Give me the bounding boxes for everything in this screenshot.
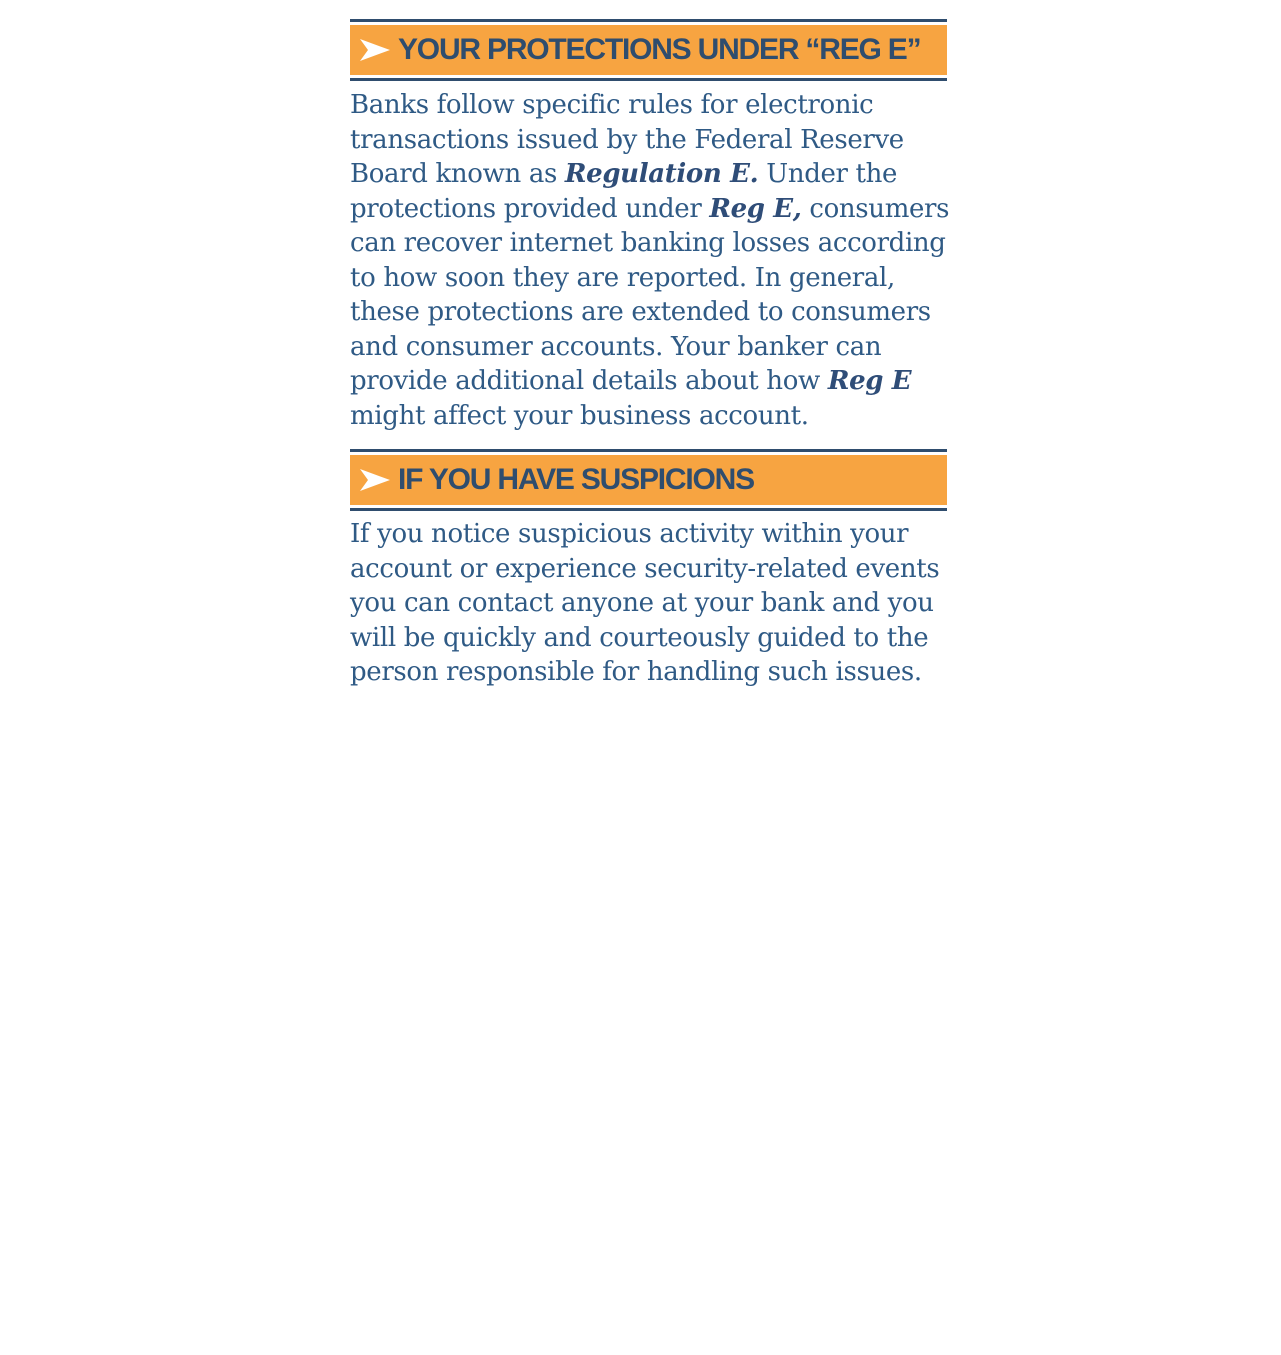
arrow-icon — [360, 39, 390, 61]
section-header-suspicions — [350, 449, 947, 511]
section-title-reg-e: YOUR PROTECTIONS UNDER “REG E” — [398, 33, 921, 66]
body-text-fragment: might affect your business account. — [350, 400, 809, 431]
section-body-reg-e — [350, 88, 950, 433]
body-text-fragment: consumers can recover internet banking losses according to how soon they are reported. In general, these protections are extended to consumers and consumer accounts. Your banker can provide additional details about how — [350, 193, 950, 396]
emphasis-reg-e: Reg E — [827, 366, 912, 396]
emphasis-reg-e: Reg E, — [709, 193, 802, 224]
emphasis-regulation-e: Regulation E. — [564, 159, 759, 189]
section-title-suspicions: IF YOU HAVE SUSPICIONS — [398, 463, 754, 496]
body-text-fragment: Under the protections provided under — [350, 159, 898, 224]
section-header-reg-e — [350, 19, 947, 81]
body-text-fragment: Banks follow specific rules for electronic transactions issued by the Federal Reserve Board known as — [350, 90, 904, 189]
section-body-suspicions: If you notice suspicious activity within your account or experience security-related events you can contact anyone at your bank and you will be quickly and courteously guided to the person responsible for handling such issues. — [350, 519, 940, 687]
arrow-icon — [360, 469, 390, 491]
